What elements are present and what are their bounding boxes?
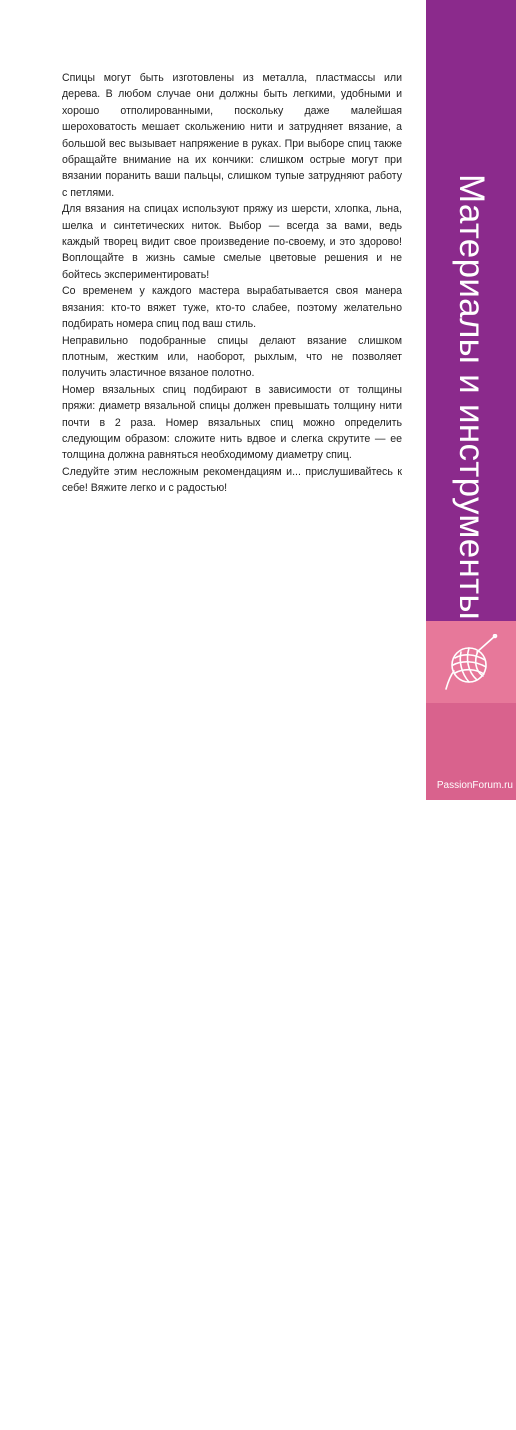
chapter-sidebar [426,0,516,1429]
paragraph-wrong-needles: Неправильно подобранные спицы делают вязание слишком плотным, жестким или, наоборот, рыхлым, что не позволяет получить эластичное вязаное полотно. [62,334,402,380]
paragraph-closing: Следуйте этим несложным рекомендациям и... прислушивайтесь к себе! Вяжите легко и с радостью! [62,465,402,495]
forum-watermark: PassionForum.ru [436,780,513,791]
chapter-title: Материалы и инструменты [452,174,491,620]
yarn-ball-with-needle-icon [442,634,500,692]
paragraph-yarn-types: Для вязания на спицах используют пряжу из шерсти, хлопка, льна, шелка и синтетических ниток. Выбор — всегда за вами, ведь каждый творец видит свое произведение по-своему, и это здорово! Воплощайте в жизнь самые смелые цветовые решения и не бойтесь экспериментировать! [62,203,402,281]
page-number: 5 [468,1415,474,1429]
sidebar-title-band [426,0,516,621]
body-text [62,70,402,497]
paragraph-needles-material: Спицы могут быть изготовлены из металла, пластмассы или дерева. В любом случае они должны быть легкими, удобными и хорошо отполированными, поскольку даже малейшая шероховатость мешает скольжению нити и затрудняет вязание, а большой вес вызывает напряжение в руках. При выборе спиц также обращайте внимание на их кончики: слишком острые могут при вязании поранить ваши пальцы, слишком тупые затрудняют работу с петлями. [62,72,402,199]
paragraph-needle-size: Номер вязальных спиц подбирают в зависимости от толщины пряжи: диаметр вязальной спицы должен превышать толщину нити почти в 2 раза. Номер вязальных спиц можно определить следующим образом: сложите нить вдвое и слегка скрутите — ее толщина должна равняться необходимому диаметру спиц. [62,383,402,462]
paragraph-knitting-manner: Со временем у каждого мастера вырабатывается своя манера вязания: кто-то вяжет туже, кто-то слабее, поэтому желательно подбирать номера спиц под ваш стиль. [62,285,402,331]
